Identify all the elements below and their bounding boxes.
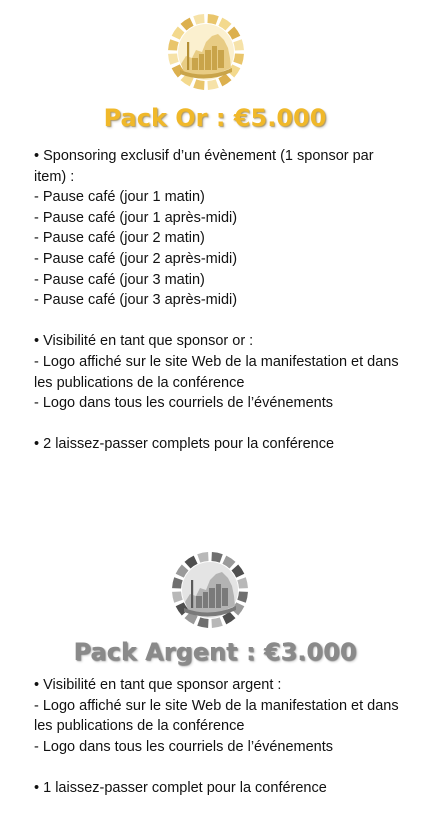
gold-sponsoring-item: - Pause café (jour 2 après-midi) [34,250,238,267]
skyline-building [212,46,217,70]
gold-sponsoring-item: - Pause café (jour 1 après-midi) [34,209,238,226]
gold-sponsoring-item: - Pause café (jour 1 matin) [34,189,205,206]
medallion-segment [233,53,244,64]
skyline-building [216,584,221,608]
gold-sponsoring-intro: • Sponsoring exclusif d’un évènement (1 sponsor par item) : [34,148,374,185]
medallion-segment [172,577,183,588]
medallion-segment [237,591,248,602]
gold-pack-title: Pack Or : €5.000 [103,104,327,132]
skyline-building [209,588,215,608]
skyline-building [222,588,228,606]
gold-visibility-intro: • Visibilité en tant que sponsor or : [34,333,254,350]
medallion-segment [168,53,179,64]
medallion-segment [233,39,244,50]
skyline-building [192,58,198,70]
gold-passes: • 2 laissez-passer complets pour la conférence [34,436,335,453]
silver-pack-title: Pack Argent : €3.000 [73,638,357,666]
medallion-segment [172,591,183,602]
skyline-building [205,50,211,70]
gold-sponsoring-item: - Pause café (jour 2 matin) [34,230,205,247]
silver-city-medallion-icon [170,550,250,630]
medallion-segment [207,14,218,25]
medallion-segment [193,14,204,25]
gold-pack-description [34,146,406,455]
skyline-building [196,596,202,608]
gold-visibility-item: - Logo affiché sur le site Web de la manifestation et dans les publications de la conférence [34,353,399,391]
skyline-building [203,592,208,608]
gold-sponsoring-item: - Pause café (jour 3 après-midi) [34,292,238,309]
silver-visibility-item: - Logo dans tous les courriels de l’événements [34,738,334,755]
silver-visibility-intro: • Visibilité en tant que sponsor argent : [34,677,282,693]
medallion-segment [207,79,218,90]
medallion-segment [197,617,208,628]
gold-visibility-item: - Logo dans tous les courriels de l’événements [34,395,334,412]
skyline-building [218,50,224,68]
medallion-segment [197,552,208,563]
gold-city-medallion-icon [166,12,246,92]
medallion-segment [211,617,222,628]
gold-sponsoring-item: - Pause café (jour 3 matin) [34,271,205,288]
medallion-segment [237,577,248,588]
medallion-segment [193,79,204,90]
medallion-segment [168,39,179,50]
silver-pack-description [34,675,406,799]
silver-passes: • 1 laissez-passer complet pour la conférence [34,779,327,796]
medallion-segment [211,552,222,563]
silver-visibility-item: - Logo affiché sur le site Web de la manifestation et dans les publications de la conférence [34,697,399,735]
skyline-pole [187,42,189,70]
skyline-pole [191,580,193,608]
skyline-building [199,54,204,70]
